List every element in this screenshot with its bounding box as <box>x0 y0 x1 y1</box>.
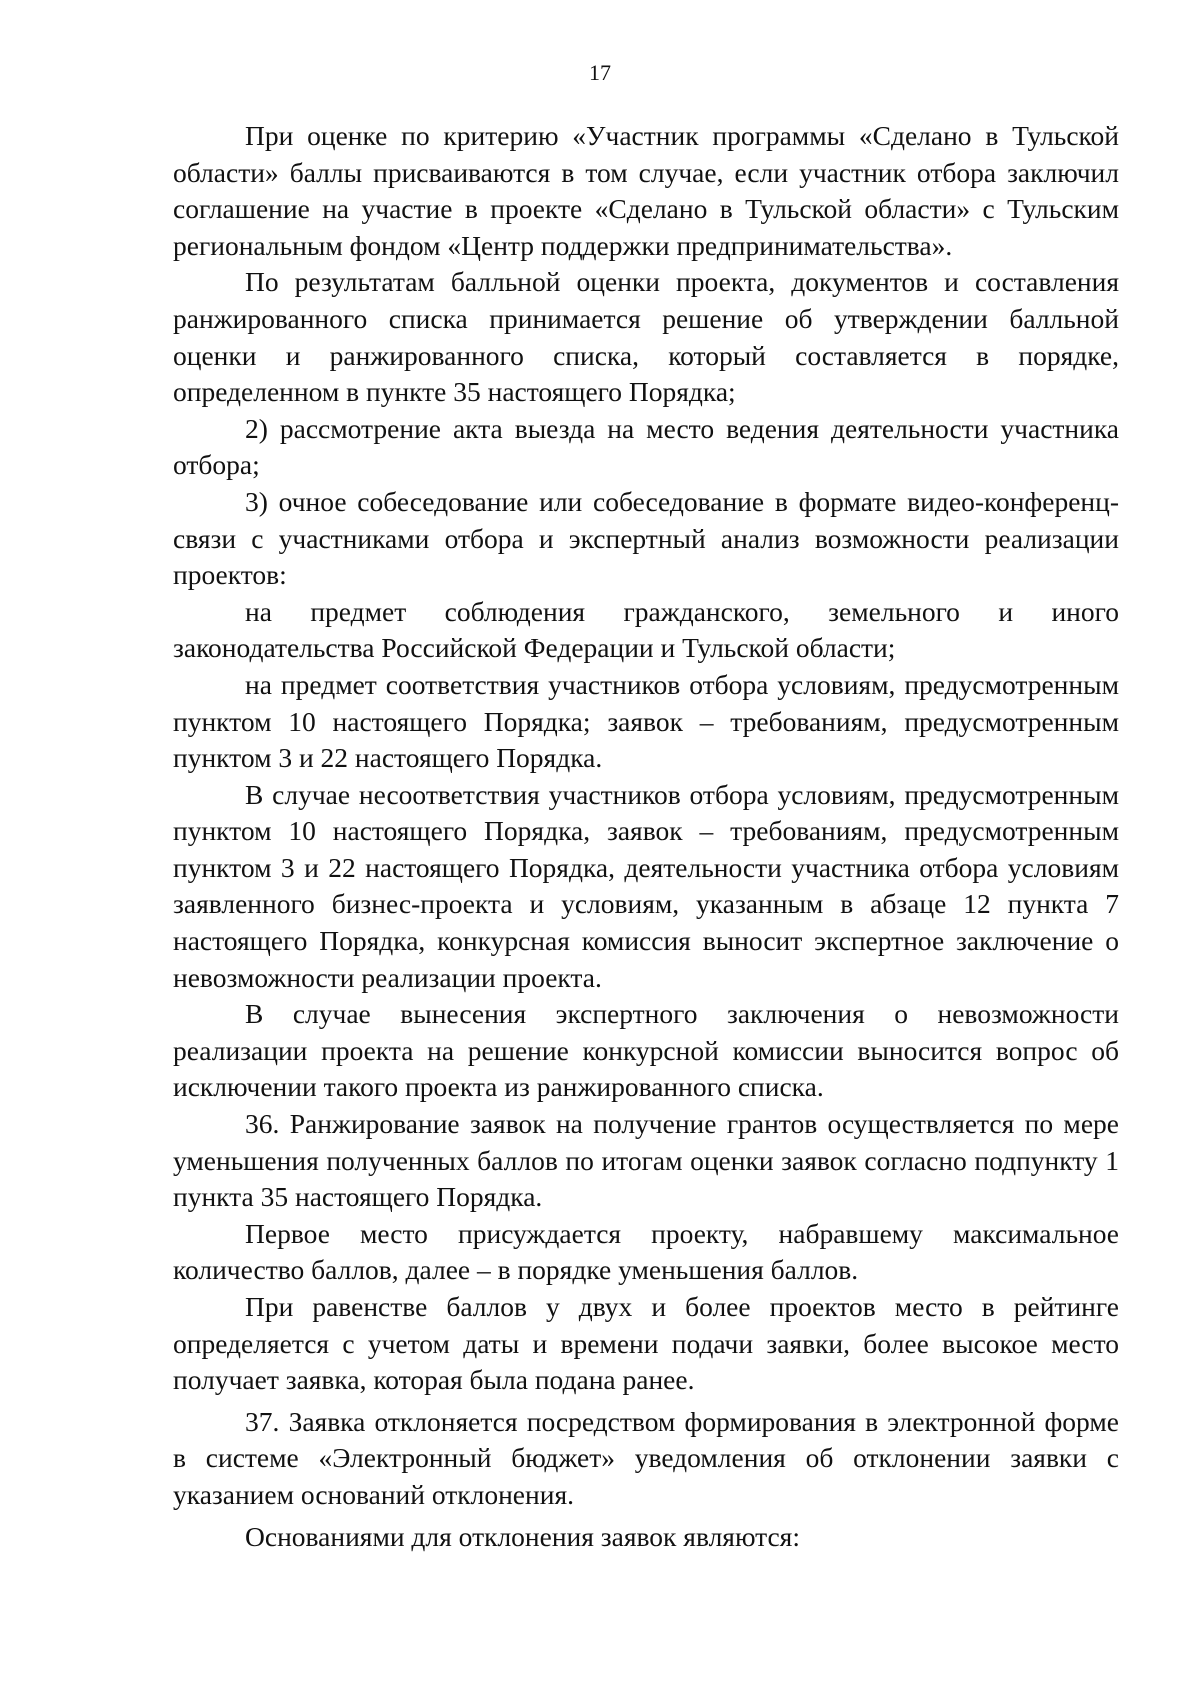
paragraph-item-3-interview: 3) очное собеседование или собеседование в формате видео-конференц-связи с участниками отбора и экспертный анализ возможности реализации проектов: <box>173 485 1119 591</box>
paragraph-exclusion: В случае вынесения экспертного заключения о невозможности реализации проекта на решение конкурсной комиссии выносится вопрос об исключении такого проекта из ранжированного списка. <box>173 998 1119 1103</box>
paragraph-legislation-compliance: на предмет соблюдения гражданского, земельного и иного законодательства Российской Федерации и Тульской области; <box>173 595 1119 664</box>
paragraph-equal-scores: При равенстве баллов у двух и более проектов место в рейтинге определяется с учетом даты и времени подачи заявки, более высокое место получает заявка, которая была подана ранее. <box>173 1291 1119 1396</box>
paragraph-scoring-results: По результатам балльной оценки проекта, документов и составления ранжированного списка принимается решение об утверждении балльной оценки и ранжированного списка, который составляется в порядке, определенном в пункте 35 настоящего Порядка; <box>173 266 1119 408</box>
paragraph-rejection-grounds: Основаниями для отклонения заявок являются: <box>245 1520 800 1552</box>
paragraph-made-in-tula-criterion: При оценке по критерию «Участник программы «Сделано в Тульской области» баллы присваиваются в том случае, если участник отбора заключил соглашение на участие в проекте «Сделано в Тульской области» с Тульским региональным фондом «Центр поддержки предпринимательства». <box>173 120 1119 261</box>
paragraph-item-37-rejection: 37. Заявка отклоняется посредством формирования в электронной форме в системе «Электронный бюджет» уведомления об отклонении заявки с указанием оснований отклонения. <box>173 1405 1119 1510</box>
paragraph-non-compliance: В случае несоответствия участников отбора условиям, предусмотренным пунктом 10 настоящего Порядка, заявок – требованиям, предусмотренным пунктом 3 и 22 настоящего Порядка, деятельности участника отбора условиям заявленного бизнес-проекта и условиям, указанным в абзаце 12 пункта 7 настоящего Порядка, конкурсная комиссия выносит экспертное заключение о невозможности реализации проекта. <box>173 778 1119 993</box>
paragraph-item-2-site-visit: 2) рассмотрение акта выезда на место ведения деятельности участника отбора; <box>173 412 1119 481</box>
paragraph-first-place: Первое место присуждается проекту, набравшему максимальное количество баллов, далее – в порядке уменьшения баллов. <box>173 1217 1119 1286</box>
page-number: 17 <box>589 60 611 85</box>
document-body <box>173 118 1119 1555</box>
paragraph-item-36-ranking: 36. Ранжирование заявок на получение грантов осуществляется по мере уменьшения полученных баллов по итогам оценки заявок согласно подпункту 1 пункта 35 настоящего Порядка. <box>173 1108 1119 1213</box>
paragraph-conditions-compliance: на предмет соответствия участников отбора условиям, предусмотренным пунктом 10 настоящего Порядка; заявок – требованиям, предусмотренным пунктом 3 и 22 настоящего Порядка. <box>173 668 1119 774</box>
